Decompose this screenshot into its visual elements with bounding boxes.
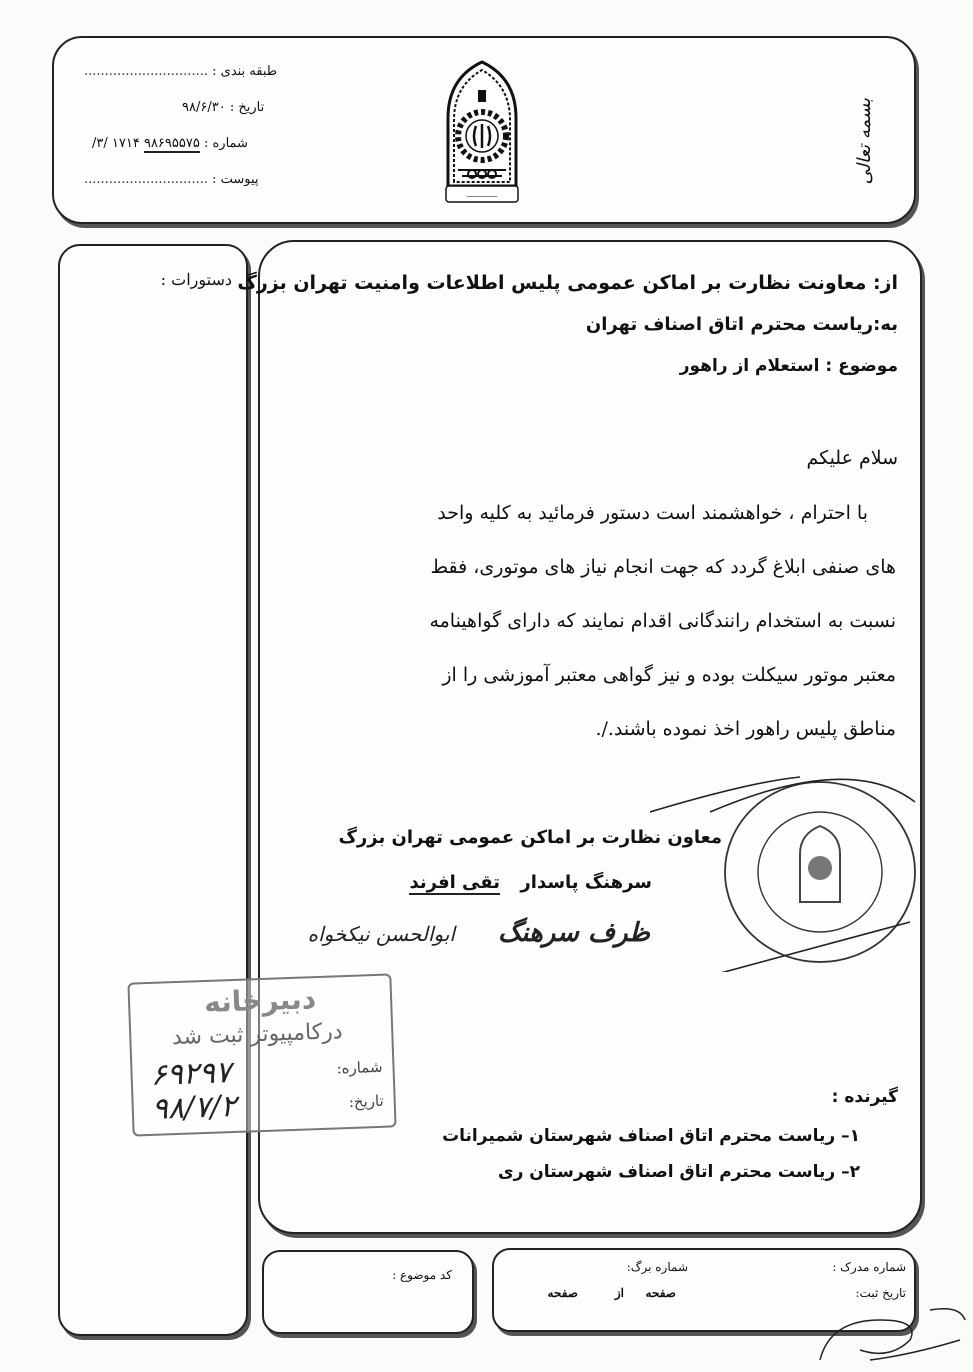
registry-stamp-title: دبیرخانه bbox=[203, 982, 317, 1019]
body-line: نسبت به استخدام رانندگانی اقدام نمایند که دارای گواهینامه bbox=[429, 610, 896, 632]
attachment-value: .............................. bbox=[84, 172, 208, 187]
recipient-item: ۱– ریاست محترم اتاق اصناف شهرستان شمیرانات bbox=[442, 1126, 860, 1146]
date-field bbox=[182, 100, 264, 115]
recipient-item: ۲– ریاست محترم اتاق اصناف شهرستان ری bbox=[498, 1162, 860, 1182]
body-line: مناطق پلیس راهور اخذ نموده باشند./. bbox=[595, 718, 896, 740]
letter-subject: موضوع : استعلام از راهور bbox=[679, 356, 898, 376]
attachment-label: پیوست : bbox=[212, 172, 259, 187]
letter-from: از: معاونت نظارت بر اماکن عمومی پلیس اطلاعات وامنیت تهران بزرگ bbox=[237, 272, 898, 294]
subject-code-label: کد موضوع : bbox=[392, 1268, 452, 1282]
date-label: تاریخ : bbox=[229, 100, 265, 115]
body-line: های صنفی ابلاغ گردد که جهت انجام نیاز های موتوری، فقط bbox=[430, 556, 896, 578]
instructions-panel bbox=[58, 244, 248, 1336]
letter-greeting: سلام علیکم bbox=[806, 447, 898, 469]
registry-number-label: شماره: bbox=[336, 1057, 383, 1078]
basmala-handwritten: بسمه تعالی bbox=[854, 98, 875, 185]
number-field bbox=[92, 136, 248, 151]
page-total-label: صفحه bbox=[547, 1286, 578, 1300]
number-label: شماره : bbox=[203, 136, 248, 151]
page-label: صفحه bbox=[645, 1286, 676, 1300]
registry-date-value: ۹۸/۷/۲ bbox=[151, 1088, 238, 1127]
document-number-label: شماره مدرک : bbox=[832, 1260, 906, 1274]
registry-number-value: ۶۹۲۹۷ bbox=[150, 1055, 232, 1093]
classification-label: طبقه بندی : bbox=[212, 64, 278, 79]
handwritten-signature: ظرف سرهنگ bbox=[497, 918, 650, 948]
letter-to: به:ریاست محترم اتاق اصناف تهران bbox=[585, 314, 898, 335]
signature-rank: سرهنگ پاسدار bbox=[520, 872, 652, 893]
number-value: ۹۸۶۹۵۵۷۵ bbox=[143, 136, 200, 151]
registry-date-label: تاریخ: bbox=[348, 1091, 384, 1111]
body-line: با احترام ، خواهشمند است دستور فرمائید به کلیه واحد bbox=[437, 502, 868, 524]
registration-date-label: تاریخ ثبت: bbox=[855, 1286, 906, 1300]
classification-value: .............................. bbox=[84, 64, 208, 79]
of-label: از bbox=[614, 1286, 624, 1300]
classification-field bbox=[84, 64, 277, 79]
svg-text:ـــــــــــــــــ: ـــــــــــــــــ bbox=[467, 192, 497, 199]
body-line: معتبر موتور سیکلت بوده و نیز گواهی معتبر آموزشی را از bbox=[442, 664, 896, 686]
recipients-title: گیرنده : bbox=[831, 1087, 898, 1107]
signature-title: معاون نظارت بر اماکن عمومی تهران بزرگ bbox=[338, 827, 722, 848]
subject-code-box bbox=[262, 1250, 474, 1334]
attachment-field bbox=[84, 172, 259, 187]
registry-stamp bbox=[127, 973, 396, 1136]
number-suffix: ۱۷۱۴ /۳/ bbox=[92, 136, 140, 151]
date-value: ۹۸/۶/۳۰ bbox=[182, 100, 226, 115]
letterhead-box bbox=[52, 36, 916, 224]
sheet-number-label: شماره برگ: bbox=[626, 1260, 688, 1274]
police-emblem-icon bbox=[442, 58, 522, 206]
handwritten-initials-icon bbox=[810, 1300, 970, 1370]
instructions-label: دستورات : bbox=[160, 270, 232, 289]
handwritten-name: ابوالحسن نیکخواه bbox=[307, 922, 455, 946]
signature-name: تقی افرند bbox=[409, 872, 500, 893]
official-round-stamp-icon bbox=[650, 772, 920, 972]
registry-stamp-subtitle: درکامپیوتر ثبت شد bbox=[171, 1019, 343, 1051]
letter-body bbox=[286, 486, 896, 756]
